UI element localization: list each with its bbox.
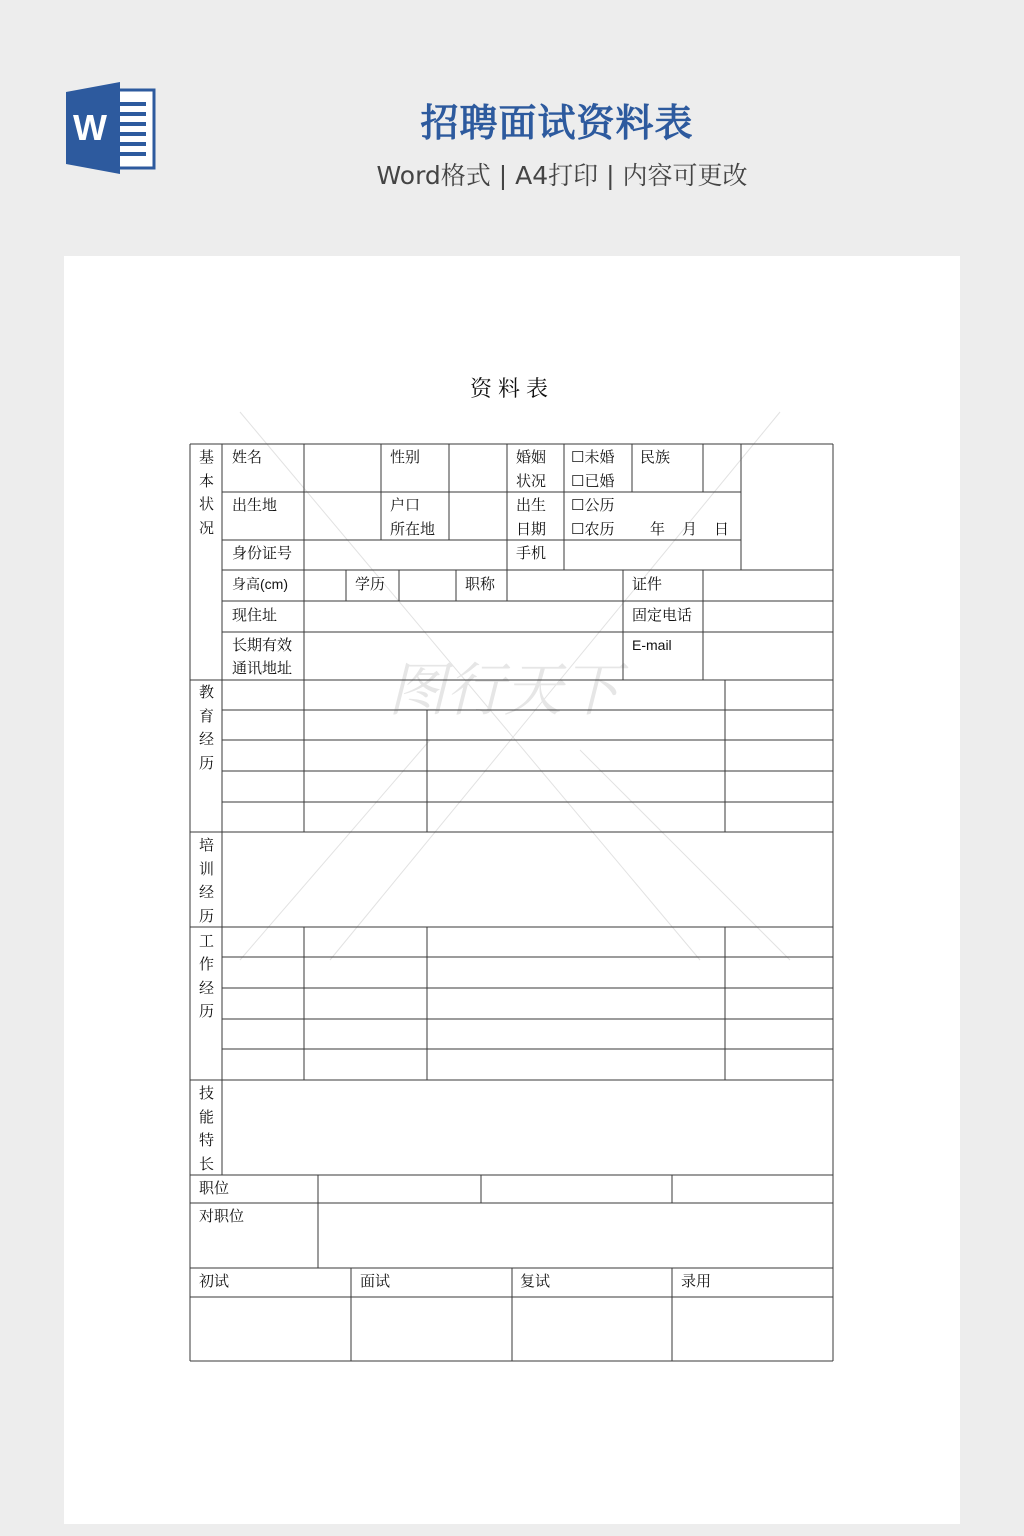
checkbox-lunar[interactable]: ☐农历	[571, 520, 615, 538]
label-marital-1: 婚姻	[516, 448, 547, 466]
svg-text:历: 历	[199, 754, 215, 772]
section-work-label	[199, 932, 214, 1020]
section-basic-label	[199, 448, 214, 537]
checkbox-unmarried[interactable]: ☐未婚	[571, 448, 615, 466]
svg-text:育: 育	[199, 707, 215, 725]
svg-text:长: 长	[199, 1155, 215, 1173]
label-name: 姓名	[232, 448, 263, 466]
label-email: E-mail	[632, 637, 672, 653]
label-birthplace: 出生地	[232, 496, 278, 514]
label-phone: 固定电话	[632, 606, 693, 624]
svg-text:特: 特	[199, 1131, 215, 1149]
watermark-text: 图行天下	[388, 656, 621, 724]
svg-text:经: 经	[199, 979, 215, 997]
label-hukou-1: 户口	[390, 496, 421, 514]
word-logo-letter: W	[73, 107, 107, 148]
svg-text:历: 历	[199, 1002, 215, 1020]
banner-subtitle: Word格式 | A4打印 | 内容可更改	[376, 161, 748, 190]
section-education-label	[199, 683, 214, 772]
label-second-interview: 复试	[520, 1272, 551, 1290]
label-month: 月	[682, 520, 698, 538]
label-mobile: 手机	[516, 544, 547, 562]
label-marital-2: 状况	[516, 472, 547, 490]
label-education-level: 学历	[355, 575, 386, 593]
svg-text:作: 作	[199, 955, 215, 973]
label-mail-address-2: 通讯地址	[232, 659, 293, 677]
label-address: 现住址	[232, 606, 278, 624]
label-professional-title: 职称	[465, 575, 496, 593]
svg-text:基: 基	[199, 448, 215, 466]
label-hukou-2: 所在地	[390, 520, 436, 538]
checkbox-married[interactable]: ☐已婚	[571, 472, 615, 490]
label-position-view: 对职位	[199, 1207, 245, 1225]
label-certificate: 证件	[632, 575, 663, 593]
label-hire: 录用	[681, 1272, 712, 1290]
svg-text:教: 教	[199, 683, 215, 701]
svg-text:培: 培	[199, 836, 215, 854]
label-gender: 性别	[390, 448, 421, 466]
section-skills-label	[199, 1084, 214, 1173]
banner-title: 招聘面试资料表	[420, 101, 694, 145]
svg-text:经: 经	[199, 883, 215, 901]
checkbox-solar[interactable]: ☐公历	[571, 496, 615, 514]
label-id-number: 身份证号	[232, 544, 293, 562]
label-mail-address-1: 长期有效	[232, 636, 293, 654]
label-position: 职位	[199, 1179, 230, 1197]
label-interview: 面试	[360, 1272, 391, 1290]
svg-text:况: 况	[199, 519, 215, 537]
label-day: 日	[714, 520, 730, 538]
label-first-interview: 初试	[199, 1272, 230, 1290]
svg-text:本: 本	[199, 472, 215, 490]
label-ethnicity: 民族	[640, 448, 671, 466]
label-birth-1: 出生	[516, 496, 547, 514]
svg-text:状: 状	[199, 495, 215, 513]
section-training-label	[199, 836, 214, 925]
svg-text:工: 工	[199, 932, 215, 950]
svg-text:能: 能	[199, 1108, 215, 1126]
label-year: 年	[650, 520, 666, 538]
label-height: 身高(cm)	[232, 576, 288, 592]
svg-text:训: 训	[199, 860, 215, 878]
form-title: 资料表	[469, 377, 554, 402]
label-birth-2: 日期	[516, 520, 547, 538]
svg-text:经: 经	[199, 730, 215, 748]
svg-text:历: 历	[199, 907, 215, 925]
svg-text:技: 技	[199, 1084, 215, 1102]
